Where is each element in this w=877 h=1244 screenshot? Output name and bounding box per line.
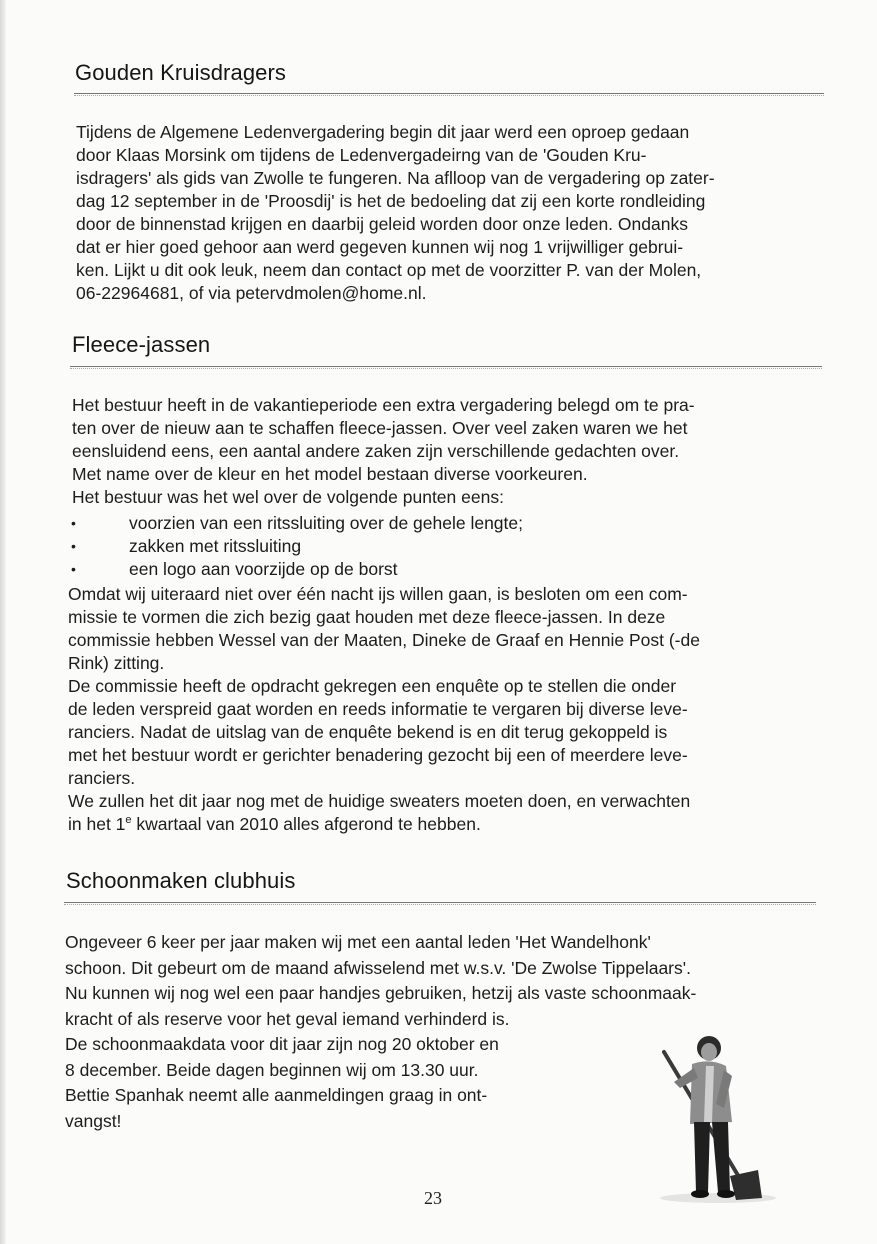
list-item-text: zakken met ritssluiting	[129, 536, 302, 556]
bullet-icon: •	[71, 515, 76, 531]
text-line: We zullen het dit jaar nog met de huidige sweaters moeten doen, en verwachten	[68, 791, 691, 811]
section-heading-fleece-jassen: Fleece-jassen	[72, 332, 211, 357]
list-item-text: een logo aan voorzijde op de borst	[129, 559, 398, 579]
text-line: ten over de nieuw aan te schaffen fleece-jassen. Over veel zaken waren we het	[72, 418, 688, 438]
text-line: schoon. Dit gebeurt om de maand afwisselend met w.s.v. 'De Zwolse Tippelaars'.	[65, 957, 691, 978]
text-fragment: in het 1	[68, 814, 126, 834]
text-line: Het bestuur was het wel over de volgende punten eens:	[72, 487, 504, 507]
section-divider	[74, 93, 824, 96]
text-line: ken. Lijkt u dit ook leuk, neem dan contact op met de voorzitter P. van der Molen,	[76, 260, 702, 280]
text-fragment: kwartaal van 2010 alles afgerond te hebben.	[131, 814, 481, 834]
text-line: eensluidend eens, een aantal andere zaken zijn verschillende gedachten over.	[72, 441, 680, 461]
section-heading-gouden-kruisdragers: Gouden Kruisdragers	[75, 60, 287, 85]
section-body-schoonmaken-clubhuis	[65, 930, 696, 1134]
text-line: Het bestuur heeft in de vakantieperiode een extra vergadering belegd om te pra-	[72, 395, 695, 415]
list-item	[71, 512, 771, 535]
text-line: Ongeveer 6 keer per jaar maken wij met een aantal leden 'Het Wandelhonk'	[65, 932, 651, 952]
text-line: isdragers' als gids van Zwolle te fungeren. Na aflloop van de vergadering op zater-	[76, 168, 715, 188]
bullet-icon: •	[71, 561, 76, 577]
section-divider	[64, 902, 816, 905]
text-line: Omdat wij uiteraard niet over één nacht ijs willen gaan, is besloten om een com-	[68, 584, 688, 604]
text-line: Bettie Spanhak neemt alle aanmeldingen graag in ont-	[65, 1085, 488, 1105]
text-line: Rink) zitting.	[68, 653, 165, 673]
text-line: door de binnenstad krijgen en daarbij geleid worden door onze leden. Ondanks	[76, 214, 688, 234]
text-line: door Klaas Morsink om tijdens de Ledenvergadeirng van de 'Gouden Kru-	[76, 145, 647, 165]
text-line: 06-22964681, of via petervdmolen@home.nl.	[76, 283, 427, 303]
text-line: De commissie heeft de opdracht gekregen een enquête op te stellen die onder	[68, 676, 677, 696]
text-line: dag 12 september in de 'Proosdij' is het de bedoeling dat zij een korte rondleiding	[76, 191, 706, 211]
section-divider	[70, 366, 822, 369]
sweeping-man-illustration-svg	[640, 1030, 780, 1205]
section-heading-schoonmaken-clubhuis: Schoonmaken clubhuis	[66, 868, 296, 893]
list-item	[71, 535, 771, 558]
text-line: commissie hebben Wessel van der Maaten, Dineke de Graaf en Hennie Post (-de	[68, 630, 700, 650]
text-line: dat er hier goed gehoor aan werd gegeven kunnen wij nog 1 vrijwilliger gebrui-	[76, 237, 684, 257]
bullet-icon: •	[71, 538, 76, 554]
text-line: Tijdens de Algemene Ledenvergadering begin dit jaar werd een oproep gedaan	[76, 122, 690, 142]
text-line: missie te vormen die zich bezig gaat houden met deze fleece-jassen. In deze	[68, 607, 666, 627]
text-line	[68, 813, 700, 836]
section-intro-fleece-jassen	[72, 394, 695, 509]
text-line: Met name over de kleur en het model bestaan diverse voorkeuren.	[72, 464, 588, 484]
text-line: ranciers. Nadat de uitslag van de enquête bekend is en dit terug gekoppeld is	[68, 722, 668, 742]
page-number: 23	[424, 1188, 442, 1208]
text-line: kracht of als reserve voor het geval iemand verhinderd is.	[65, 1008, 510, 1029]
list-item	[71, 558, 771, 581]
text-line: 8 december. Beide dagen beginnen wij om 13.30 uur.	[65, 1059, 479, 1080]
text-line: met het bestuur wordt er gerichter benadering gezocht bij een of meerdere leve-	[68, 745, 688, 765]
page-binding-edge	[0, 0, 6, 1244]
text-line: De schoonmaakdata voor dit jaar zijn nog 20 oktober en	[65, 1034, 499, 1054]
superscript-ordinal: e	[125, 814, 132, 827]
section-outro-fleece-jassen	[68, 583, 700, 836]
text-line: ranciers.	[68, 768, 136, 788]
bullet-list	[71, 512, 771, 581]
text-line: Nu kunnen wij nog wel een paar handjes gebruiken, hetzij als vaste schoonmaak-	[65, 983, 697, 1003]
text-line: vangst!	[65, 1110, 122, 1131]
sweeping-man-illustration-icon	[640, 1030, 780, 1205]
section-body-gouden-kruisdragers	[76, 121, 715, 305]
list-item-text: voorzien van een ritssluiting over de gehele lengte;	[129, 513, 523, 533]
text-line: de leden verspreid gaat worden en reeds informatie te vergaren bij diverse leve-	[68, 699, 688, 719]
